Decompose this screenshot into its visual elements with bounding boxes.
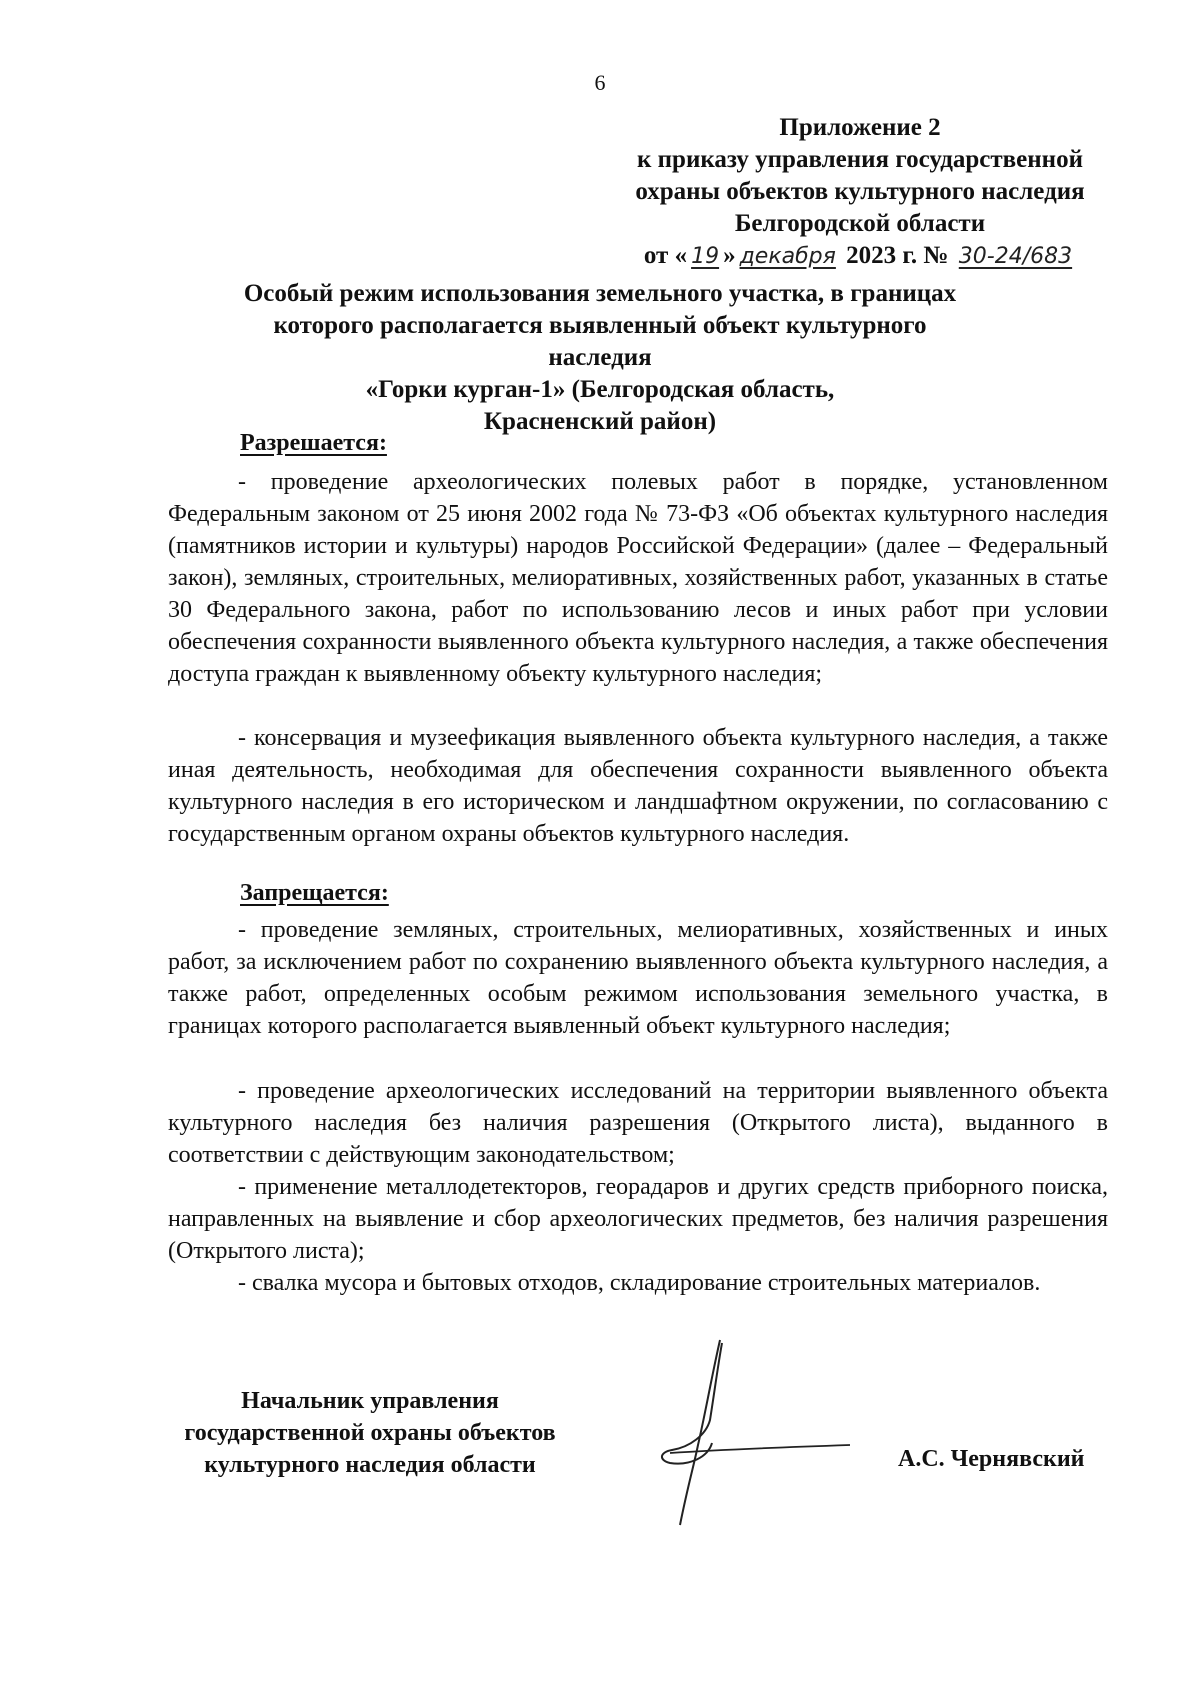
handwritten-signature xyxy=(650,1335,860,1535)
order-date-line xyxy=(620,240,1100,273)
title-line: которого располагается выявленный объект культурного наследия xyxy=(273,312,927,371)
order-prefix: от « xyxy=(643,242,688,269)
page-number: 6 xyxy=(594,70,606,95)
title-line: Красненский район) xyxy=(483,408,717,435)
appendix-line: Приложение 2 xyxy=(779,114,941,141)
appendix-header xyxy=(620,112,1100,273)
signatory-title-line: Начальник управления xyxy=(241,1388,499,1414)
order-day-handwritten: 19 xyxy=(691,244,720,269)
allowed-item: - проведение археологических полевых работ в порядке, установленном Федеральным законом от 25 июня 2002 года № 73-ФЗ «Об объектах культурного наследия (памятников истории и культуры) народов Российской Федерации» (далее – Федеральный закон), земляных, строительных, мелиоративных, хозяйственных работ, указанных в статье 30 Федерального закона, работ по использованию лесов и иных работ при условии обеспечения сохранности выявленного объекта культурного наследия, а также обеспечения доступа граждан к выявленному объекту культурного наследия; xyxy=(168,469,1108,687)
signatory-title xyxy=(150,1385,590,1481)
prohibited-item: - применение металлодетекторов, георадаров и других средств приборного поиска, направленных на выявление и сбор археологических предметов, без наличия разрешения (Открытого листа); xyxy=(168,1174,1108,1264)
signatory-title-line: культурного наследия области xyxy=(204,1452,536,1478)
order-year: 2023 г. № xyxy=(846,242,949,269)
order-mid: » xyxy=(723,242,736,269)
allowed-heading: Разрешается: xyxy=(240,430,387,456)
allowed-item: - консервация и музеефикация выявленного объекта культурного наследия, а также иная деятельность, необходимая для обеспечения сохранности выявленного объекта культурного наследия в его историческом и ландшафтном окружении, по согласованию с государственным органом охраны объектов культурного наследия. xyxy=(168,725,1108,847)
appendix-line: охраны объектов культурного наследия xyxy=(635,178,1085,205)
order-month-handwritten: декабря xyxy=(739,244,836,269)
appendix-line: к приказу управления государственной xyxy=(636,146,1083,173)
order-number-handwritten: 30-24/683 xyxy=(958,244,1073,269)
signatory-name: А.С. Чернявский xyxy=(898,1446,1085,1472)
signatory-title-line: государственной охраны объектов xyxy=(184,1420,556,1446)
appendix-line: Белгородской области xyxy=(734,210,986,237)
document-title xyxy=(220,278,980,438)
prohibited-heading: Запрещается: xyxy=(240,880,389,906)
title-line: «Горки курган-1» (Белгородская область, xyxy=(365,376,835,403)
title-line: Особый режим использования земельного участка, в границах xyxy=(243,280,957,307)
prohibited-item: - проведение земляных, строительных, мелиоративных, хозяйственных и иных работ, за исключением работ по сохранению выявленного объекта культурного наследия, а также работ, определенных особым режимом использования земельного участка, в границах которого располагается выявленный объект культурного наследия; xyxy=(168,917,1108,1039)
prohibited-item: - проведение археологических исследований на территории выявленного объекта культурного наследия без наличия разрешения (Открытого листа), выданного в соответствии с действующим законодательством; xyxy=(168,1078,1108,1168)
prohibited-item: - свалка мусора и бытовых отходов, складирование строительных материалов. xyxy=(238,1270,1041,1296)
